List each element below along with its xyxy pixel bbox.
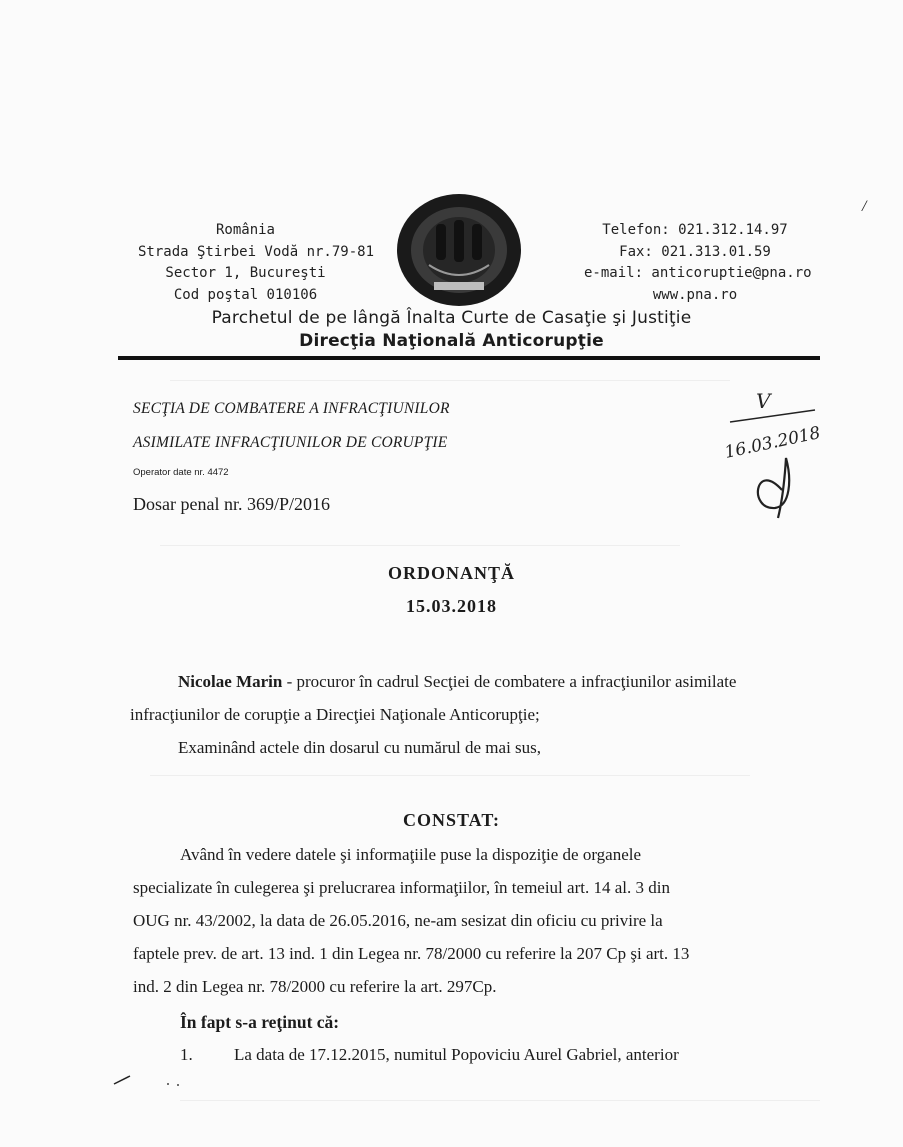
website-line: www.pna.ro [652, 286, 738, 303]
scan-mark [112, 1070, 192, 1090]
dna-seal-logo [384, 190, 534, 308]
address-block [138, 220, 375, 306]
case-number: Dosar penal nr. 369/P/2016 [133, 494, 330, 514]
paragraph-line: Având în vedere datele şi informaţiile puse la dispoziţie de organele [180, 845, 642, 864]
document-date: 15.03.2018 [406, 596, 497, 616]
fax-line: Fax: 021.313.01.59 [619, 243, 771, 260]
prosecutor-name: Nicolae Marin [178, 672, 283, 691]
prosecutor-role: - procuror în cadrul Secţiei de combatere a infracţiunilor asimilate [282, 672, 737, 691]
email-line: e-mail: anticoruptie@pna.ro [584, 265, 812, 281]
annotation-mark: V [756, 389, 771, 413]
operator-number: Operator date nr. 4472 [133, 467, 229, 478]
annotation-date: 16.03.2018 [722, 423, 823, 463]
postal-code-line: Cod poştal 010106 [173, 286, 318, 303]
scan-artifact [160, 545, 680, 546]
intro-line [178, 665, 736, 698]
section-name-line2: ASIMILATE INFRACŢIUNILOR DE CORUPŢIE [133, 434, 448, 451]
document-title: ORDONANŢĂ [387, 563, 515, 583]
country-line: România [215, 222, 275, 238]
paragraph-line: faptele prev. de art. 13 ind. 1 din Legea nr. 78/2000 cu referire la 207 Cp şi art. 13 [133, 944, 690, 963]
facts-heading: În fapt s-a reţinut că: [180, 1012, 340, 1032]
directorate-title: Direcţia Naţională Anticorupţie [299, 331, 604, 351]
handwritten-annotation [720, 380, 850, 520]
scan-artifact [170, 380, 730, 381]
sector-line: Sector 1, Bucureşti [165, 265, 326, 281]
institution-title: Parchetul de pe lângă Înalta Curte de Casaţie şi Justiţie [211, 308, 692, 328]
scan-artifact [180, 1100, 820, 1101]
phone-line: Telefon: 021.312.14.97 [602, 222, 788, 238]
examining-line: Examinând actele din dosarul cu numărul de mai sus, [178, 738, 542, 757]
section-name-line1: SECŢIA DE COMBATERE A INFRACŢIUNILOR [133, 400, 450, 417]
street-line: Strada Ştirbei Vodă nr.79-81 [138, 243, 375, 260]
header-divider [118, 356, 820, 360]
paragraph-line: specializate în culegerea şi prelucrarea informaţiilor, în temeiul art. 14 al. 3 din [133, 878, 670, 897]
corner-mark: / [862, 198, 867, 215]
item-number: 1. [180, 1045, 193, 1064]
intro-line2: infracţiunilor de corupţie a Direcţiei Naţionale Anticorupţie; [130, 705, 540, 724]
contact-block [584, 220, 812, 306]
scan-artifact [150, 775, 750, 776]
constat-heading: CONSTAT: [402, 810, 500, 830]
paragraph-line: ind. 2 din Legea nr. 78/2000 cu referire la art. 297Cp. [133, 977, 497, 996]
item-text: La data de 17.12.2015, numitul Popoviciu Aurel Gabriel, anterior [234, 1045, 679, 1064]
paragraph-line: OUG nr. 43/2002, la data de 26.05.2016, ne-am sesizat din oficiu cu privire la [133, 911, 663, 930]
